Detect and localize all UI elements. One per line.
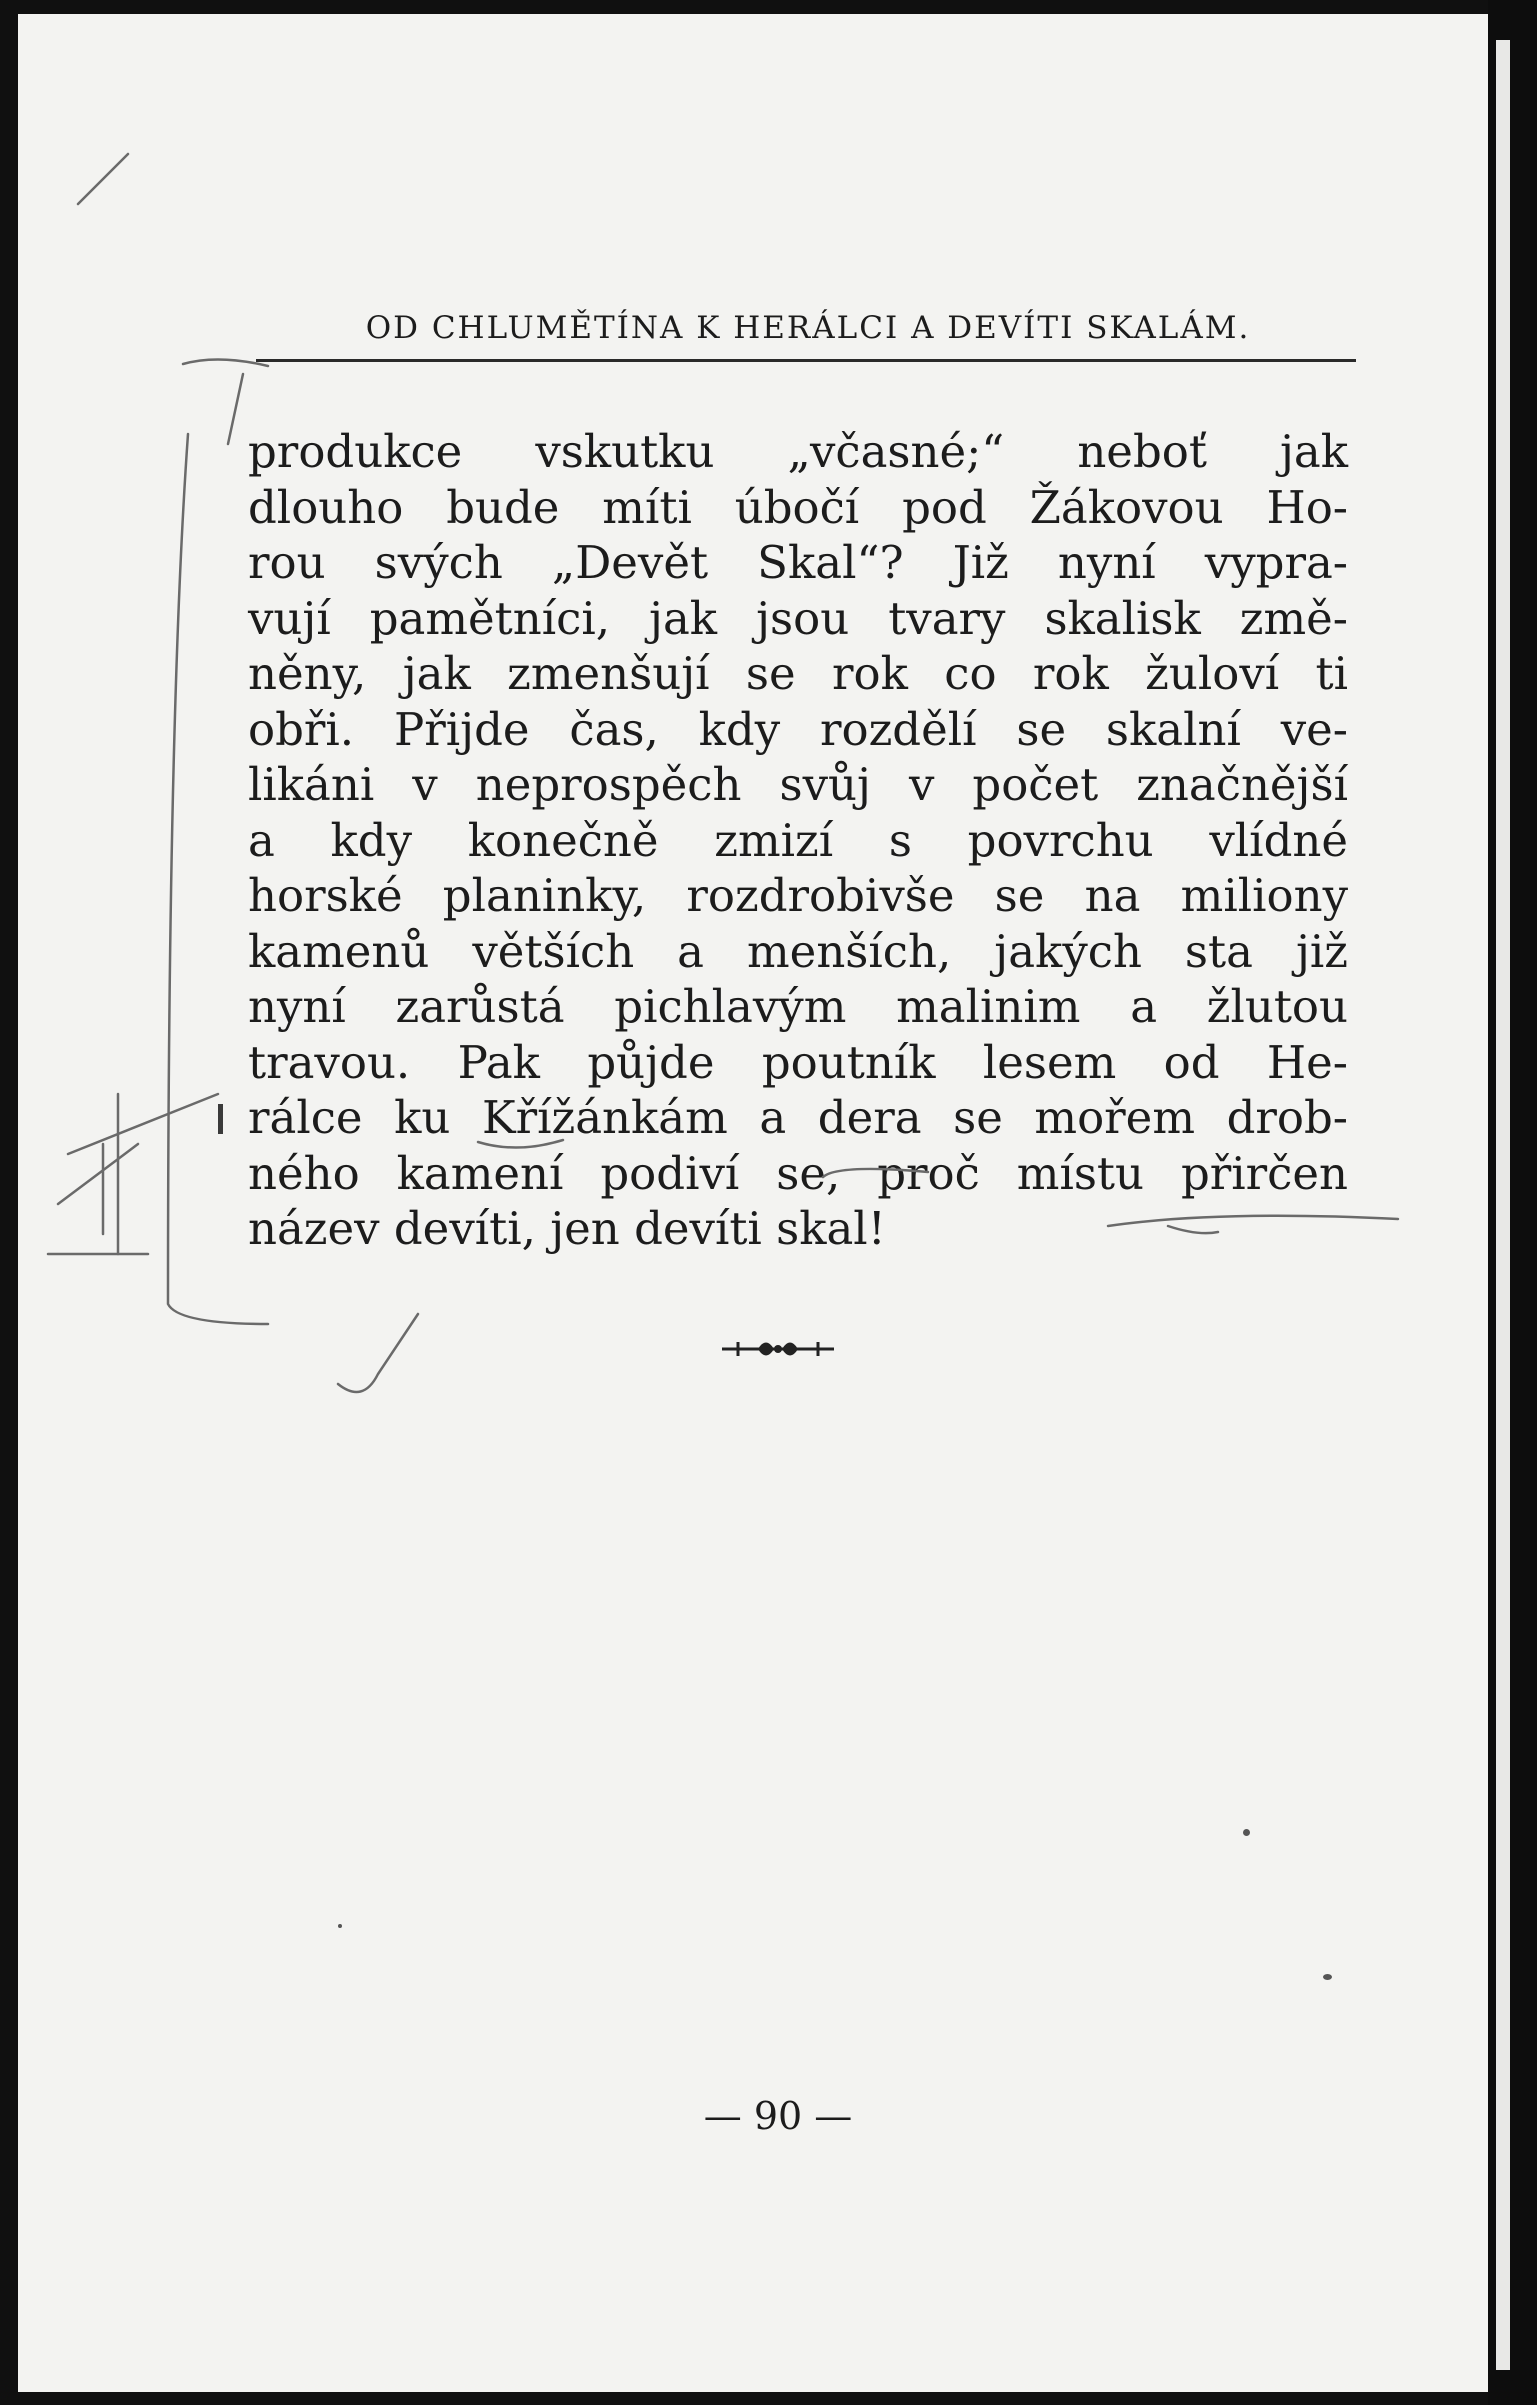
- text-line: dlouho bude míti úbočí pod Žákovou Ho-: [248, 480, 1348, 534]
- text-line: horské planinky, rozdrobivše se na miliony: [248, 869, 1348, 922]
- book-page: [18, 14, 1488, 2392]
- text-line: travou. Pak půjde poutník lesem od He-: [248, 1035, 1348, 1089]
- text-line: kamenů větších a menších, jakých sta již: [248, 924, 1348, 978]
- text-line: obři. Přijde čas, kdy rozdělí se skalní ve-: [248, 702, 1348, 756]
- text-line: vují pamětníci, jak jsou tvary skalisk změ-: [248, 591, 1348, 645]
- section-ornament: [718, 1334, 838, 1364]
- page-number: — 90 —: [703, 2094, 853, 2138]
- text-line: produkce vskutku „včasné;“ neboť jak: [248, 425, 1348, 478]
- paragraph: [248, 424, 1348, 1257]
- running-head: OD CHLUMĚTÍNA K HERÁLCI A DEVÍTI SKALÁM.: [365, 310, 1251, 346]
- page-edge-strip: [1496, 40, 1510, 2370]
- paper-speck: [338, 1924, 342, 1928]
- paper-speck: [1323, 1974, 1332, 1980]
- text-line: název devíti, jen devíti skal!: [248, 1202, 886, 1255]
- text-line: něny, jak zmenšují se rok co rok žuloví ti: [248, 647, 1348, 700]
- text-line: nyní zarůstá pichlavým malinim a žlutou: [248, 980, 1348, 1033]
- text-line: ného kamení podiví se, proč místu přirčen: [248, 1146, 1348, 1200]
- text-line: a kdy konečně zmizí s povrchu vlídné: [248, 813, 1348, 867]
- text-line: rou svých „Devět Skal“? Již nyní vypra-: [248, 536, 1348, 589]
- paper-speck: [1243, 1829, 1250, 1836]
- text-line: likáni v neprospěch svůj v počet značnější: [248, 758, 1348, 811]
- text-line: rálce ku Křížánkám a dera se mořem drob-: [248, 1091, 1348, 1144]
- header-rule: [256, 359, 1356, 362]
